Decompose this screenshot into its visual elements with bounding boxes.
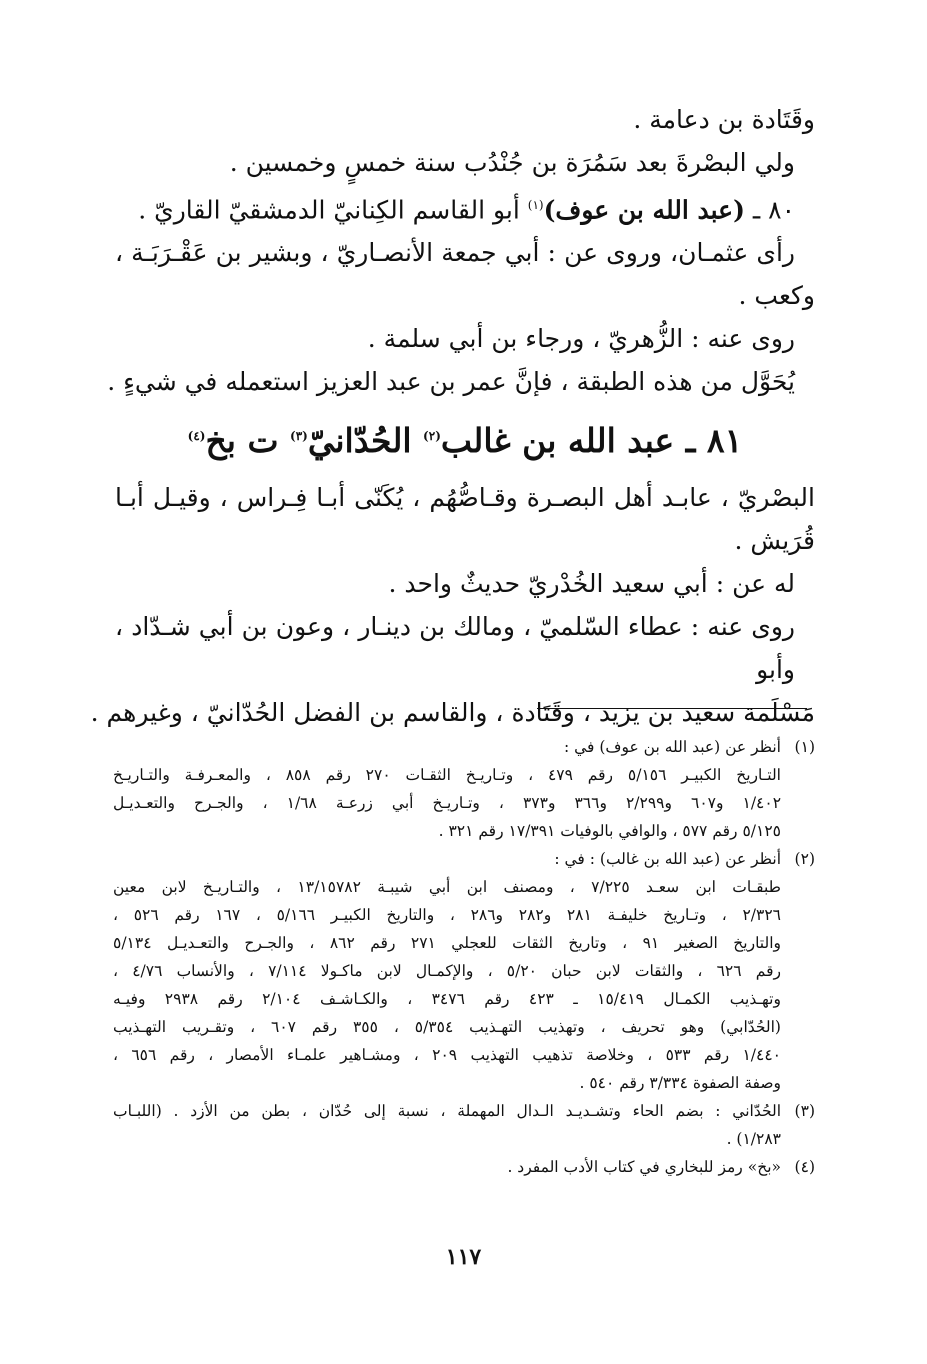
footnote-line: «بخ» رمز للبخاري في كتاب الأدب المفرد . (507, 1158, 781, 1176)
footnote-line: والتاريخ الصغير ٩١ ، وتاريخ الثقات للعجلي ٢٧١ رقم ٨٦٢ ، والجـرح والتعـديـل ٥/١٣٤ (113, 934, 782, 952)
entry-81-codes: ت بخ (205, 421, 291, 461)
footnote-ref-2: (٢) (423, 429, 441, 444)
text-line-maslama: مَسْلَمة سعيد بن يزيد ، وقَتَادة ، والقاسم بن الفضل الحُدّانيّ ، وغيرهم . (90, 698, 815, 728)
text-line-narrated-by-1: روى عنه : الزُّهريّ ، ورجاء بن أبي سلمة . (367, 324, 795, 354)
page-number: ١١٧ (445, 1244, 482, 1270)
text-line-quraysh: قُرَيش . (734, 526, 815, 556)
text-line-saw-uthman: رأى عثمـان، وروى عن : أبي جمعة الأنصـاريّ ، وبشير بن عَقْـرَبَـة ، (115, 238, 795, 268)
footnote-ref-3: (٣) (290, 429, 308, 444)
footnote-line: ١/٢٨٣) . (726, 1130, 781, 1148)
text-line-qatada: وقَتَادة بن دعامة . (633, 105, 815, 134)
text-line-basri: البصْريّ ، عابـد أهل البصـرة وقـاصُّهُم ، يُكَنّى أبـا فِـراس ، وقيـل أبـا (115, 483, 815, 513)
footnote-line: أنظر عن (عبد الله بن غالب) : في : (554, 850, 781, 868)
footnote-1 (113, 733, 815, 845)
footnote-2 (113, 845, 815, 1097)
footnote-line: (الحُدّابي) وهو تحريف ، وتهذيب التهـذيب ٥/٣٥٤ ، ٣٥٥ رقم ٦٠٧ ، وتقـريب التهـذيب (113, 1018, 781, 1036)
footnote-separator (537, 708, 807, 709)
footnote-ref-4: (٤) (187, 429, 206, 444)
text-line-kaab: وكعب . (738, 281, 815, 311)
text-line-narrated-by-2: روى عنه : عطاء السّلميّ ، ومالك بن دينـار ، وعون بن أبي شـدّاد ، وأبو (115, 612, 795, 685)
text-line-basra: ولي البصْرةَ بعد سَمُرَة بن جُنْدُب سنة خمسٍ وخمسين . (229, 148, 795, 177)
entry-80 (115, 184, 815, 231)
footnote-2-number: (٢) (794, 850, 815, 868)
entry-81-name: ٨١ ـ عبد الله بن غالب (440, 421, 743, 461)
footnote-line: ٢/٣٢٦ ، وتـاريخ خليفـة ٢٨١ و٢٨٢ و٢٨٦ ، والتاريخ الكبيـر ٥/١٦٦ ، ١٦٧ رقم ٥٢٦ ، (113, 906, 781, 924)
footnote-line: ٥/١٢٥ رقم ٥٧٧ ، والوافي بالوفيات ١٧/٣٩١ رقم ٣٢١ . (438, 822, 781, 840)
footnote-line: طبقـات ابن سعـد ٧/٢٢٥ ، ومصنف ابن أبي شيبـة ١٣/١٥٧٨٢ ، والتـاريـخ لابن معين (113, 878, 781, 896)
footnotes (113, 733, 815, 1181)
entry-80-description: أبو القاسم الكِنانيّ الدمشقيّ القاريّ . (138, 195, 528, 225)
footnote-line: وصفة الصفوة ٣/٣٣٤ رقم ٥٤٠ . (579, 1074, 781, 1092)
footnote-line: الحُدّاني : بضم الحاء وتشـديـد الـدال المهملة ، نسبة إلى حُدّان ، بطن من الأزد . (اللبـاب (113, 1102, 781, 1120)
footnote-line: ١/٤٠٢ و٦٠٧ و٢/٢٩٩ و٣٦٦ و٣٧٣ ، وتـاريـخ أبي زرعـة ١/٦٨ ، والجـرح والتعـديـل (113, 794, 782, 812)
footnote-3 (113, 1097, 815, 1153)
footnote-line: أنظر عن (عبد الله بن عوف) في : (563, 738, 781, 756)
footnote-line: وتهـذيب الكمـال ١٥/٤١٩ ـ ٤٢٣ رقم ٣٤٧٦ ، والكـاشـف ٢/١٠٤ رقم ٢٩٣٨ وفيـه (113, 990, 781, 1008)
footnote-4 (113, 1153, 815, 1181)
entry-81-nisba: الحُدّانيّ (307, 421, 424, 461)
footnote-line: التـاريخ الكبيـر ٥/١٥٦ رقم ٤٧٩ ، وتـاريـخ الثقـات ٢٧٠ رقم ٨٥٨ ، والمعـرفـة والتـاريـخ (113, 766, 781, 784)
entry-80-name: (عبد الله بن عوف) (543, 195, 745, 225)
entry-81-heading (115, 413, 815, 464)
footnote-line: ١/٤٤٠ رقم ٥٣٣ ، وخلاصة تذهيب التهذيب ٢٠٩ ، ومشـاهير علمـاء الأمصار ، رقم ٦٥٦ ، (113, 1046, 781, 1064)
text-line-has-from: له عن : أبي سعيد الخُدْريّ حديثٌ واحد . (388, 569, 795, 599)
text-line-transferred: يُحَوَّل من هذه الطبقة ، فإنَّ عمر بن عبد العزيز استعمله في شيءٍ . (107, 367, 795, 397)
footnote-3-number: (٣) (794, 1102, 815, 1120)
entry-80-number: ٨٠ ـ (744, 195, 795, 225)
footnote-ref-1: (١) (527, 198, 544, 212)
footnote-4-number: (٤) (794, 1158, 815, 1176)
footnote-line: رقم ٦٢٦ ، والثقات لابن حبان ٥/٢٠ ، والإكمـال لابن ماكـولا ٧/١١٤ ، والأنساب ٤/٧٦ ، (113, 962, 781, 980)
main-text (90, 98, 815, 734)
footnote-1-number: (١) (794, 738, 815, 756)
